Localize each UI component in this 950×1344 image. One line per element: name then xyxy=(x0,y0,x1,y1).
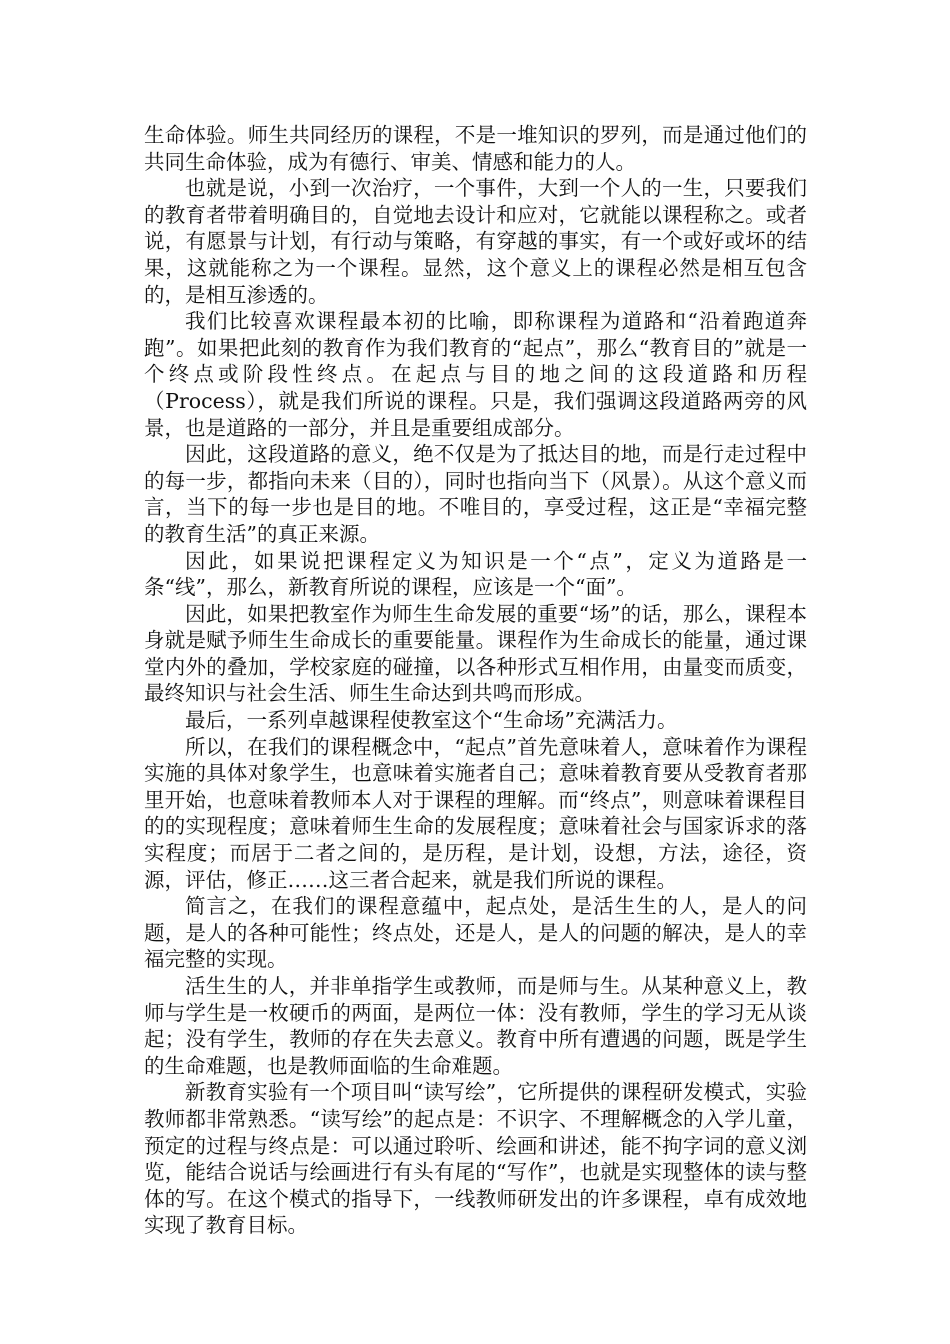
paragraph-11: 新教育实验有一个项目叫“读写绘”，它所提供的课程研发模式，实验教师都非常熟悉。“读写绘”的起点是：不识字、不理解概念的入学儿童，预定的过程与终点是：可以通过聆听、绘画和讲述，能不拘字词的意义浏览，能结合说话与绘画进行有头有尾的“写作”，也就是实现整体的读与整体的写。在这个模式的指导下，一线教师研发出的许多课程，卓有成效地实现了教育目标。 xyxy=(144,1080,807,1238)
paragraph-5: 因此，如果说把课程定义为知识是一个“点”，定义为道路是一条“线”，那么，新教育所说的课程，应该是一个“面”。 xyxy=(144,548,807,600)
paragraph-7: 最后，一系列卓越课程使教室这个“生命场”充满活力。 xyxy=(185,708,678,733)
paragraph-6: 因此，如果把教室作为师生生命发展的重要“场”的话，那么，课程本身就是赋予师生生命成长的重要能量。课程作为生命成长的能量，通过课堂内外的叠加，学校家庭的碰撞，以各种形式互相作用，由量变而质变，最终知识与社会生活、师生生命达到共鸣而形成。 xyxy=(144,601,807,706)
paragraph-4: 因此，这段道路的意义，绝不仅是为了抵达目的地，而是行走过程中的每一步，都指向未来（目的），同时也指向当下（风景）。从这个意义而言，当下的每一步也是目的地。不唯目的，享受过程，这正是“幸福完整的教育生活”的真正来源。 xyxy=(144,442,807,546)
document-body xyxy=(144,122,807,1239)
paragraph-3: 我们比较喜欢课程最本初的比喻，即称课程为道路和“沿着跑道奔跑”。如果把此刻的教育作为我们教育的“起点”，那么“教育目的”就是一个终点或阶段性终点。在起点与目的地之间的这段道路和历程（Process），就是我们所说的课程。只是，我们强调这段道路两旁的风景，也是道路的一部分，并且是重要组成部分。 xyxy=(144,309,807,440)
paragraph-1: 生命体验。师生共同经历的课程，不是一堆知识的罗列，而是通过他们的共同生命体验，成为有德行、审美、情感和能力的人。 xyxy=(144,123,807,174)
paragraph-10: 活生生的人，并非单指学生或教师，而是师与生。从某种意义上，教师与学生是一枚硬币的两面，是两位一体：没有教师，学生的学习无从谈起；没有学生，教师的存在失去意义。教育中所有遭遇的问题，既是学生的生命难题，也是教师面临的生命难题。 xyxy=(144,974,807,1078)
paragraph-2: 也就是说，小到一次治疗，一个事件，大到一个人的一生，只要我们的教育者带着明确目的，自觉地去设计和应对，它就能以课程称之。或者说，有愿景与计划，有行动与策略，有穿越的事实，有一个或好或坏的结果，这就能称之为一个课程。显然，这个意义上的课程必然是相互包含的，是相互渗透的。 xyxy=(144,176,807,307)
paragraph-8: 所以，在我们的课程概念中，“起点”首先意味着人，意味着作为课程实施的具体对象学生，也意味着实施者自己；意味着教育要从受教育者那里开始，也意味着教师本人对于课程的理解。而“终点”，则意味着课程目的的实现程度；意味着师生生命的发展程度；意味着社会与国家诉求的落实程度；而居于二者之间的，是历程，是计划，设想，方法，途径，资源，评估，修正……这三者合起来，就是我们所说的课程。 xyxy=(144,734,807,892)
paragraph-9: 简言之，在我们的课程意蕴中，起点处，是活生生的人，是人的问题，是人的各种可能性；终点处，还是人，是人的问题的解决，是人的幸福完整的实现。 xyxy=(144,894,807,972)
